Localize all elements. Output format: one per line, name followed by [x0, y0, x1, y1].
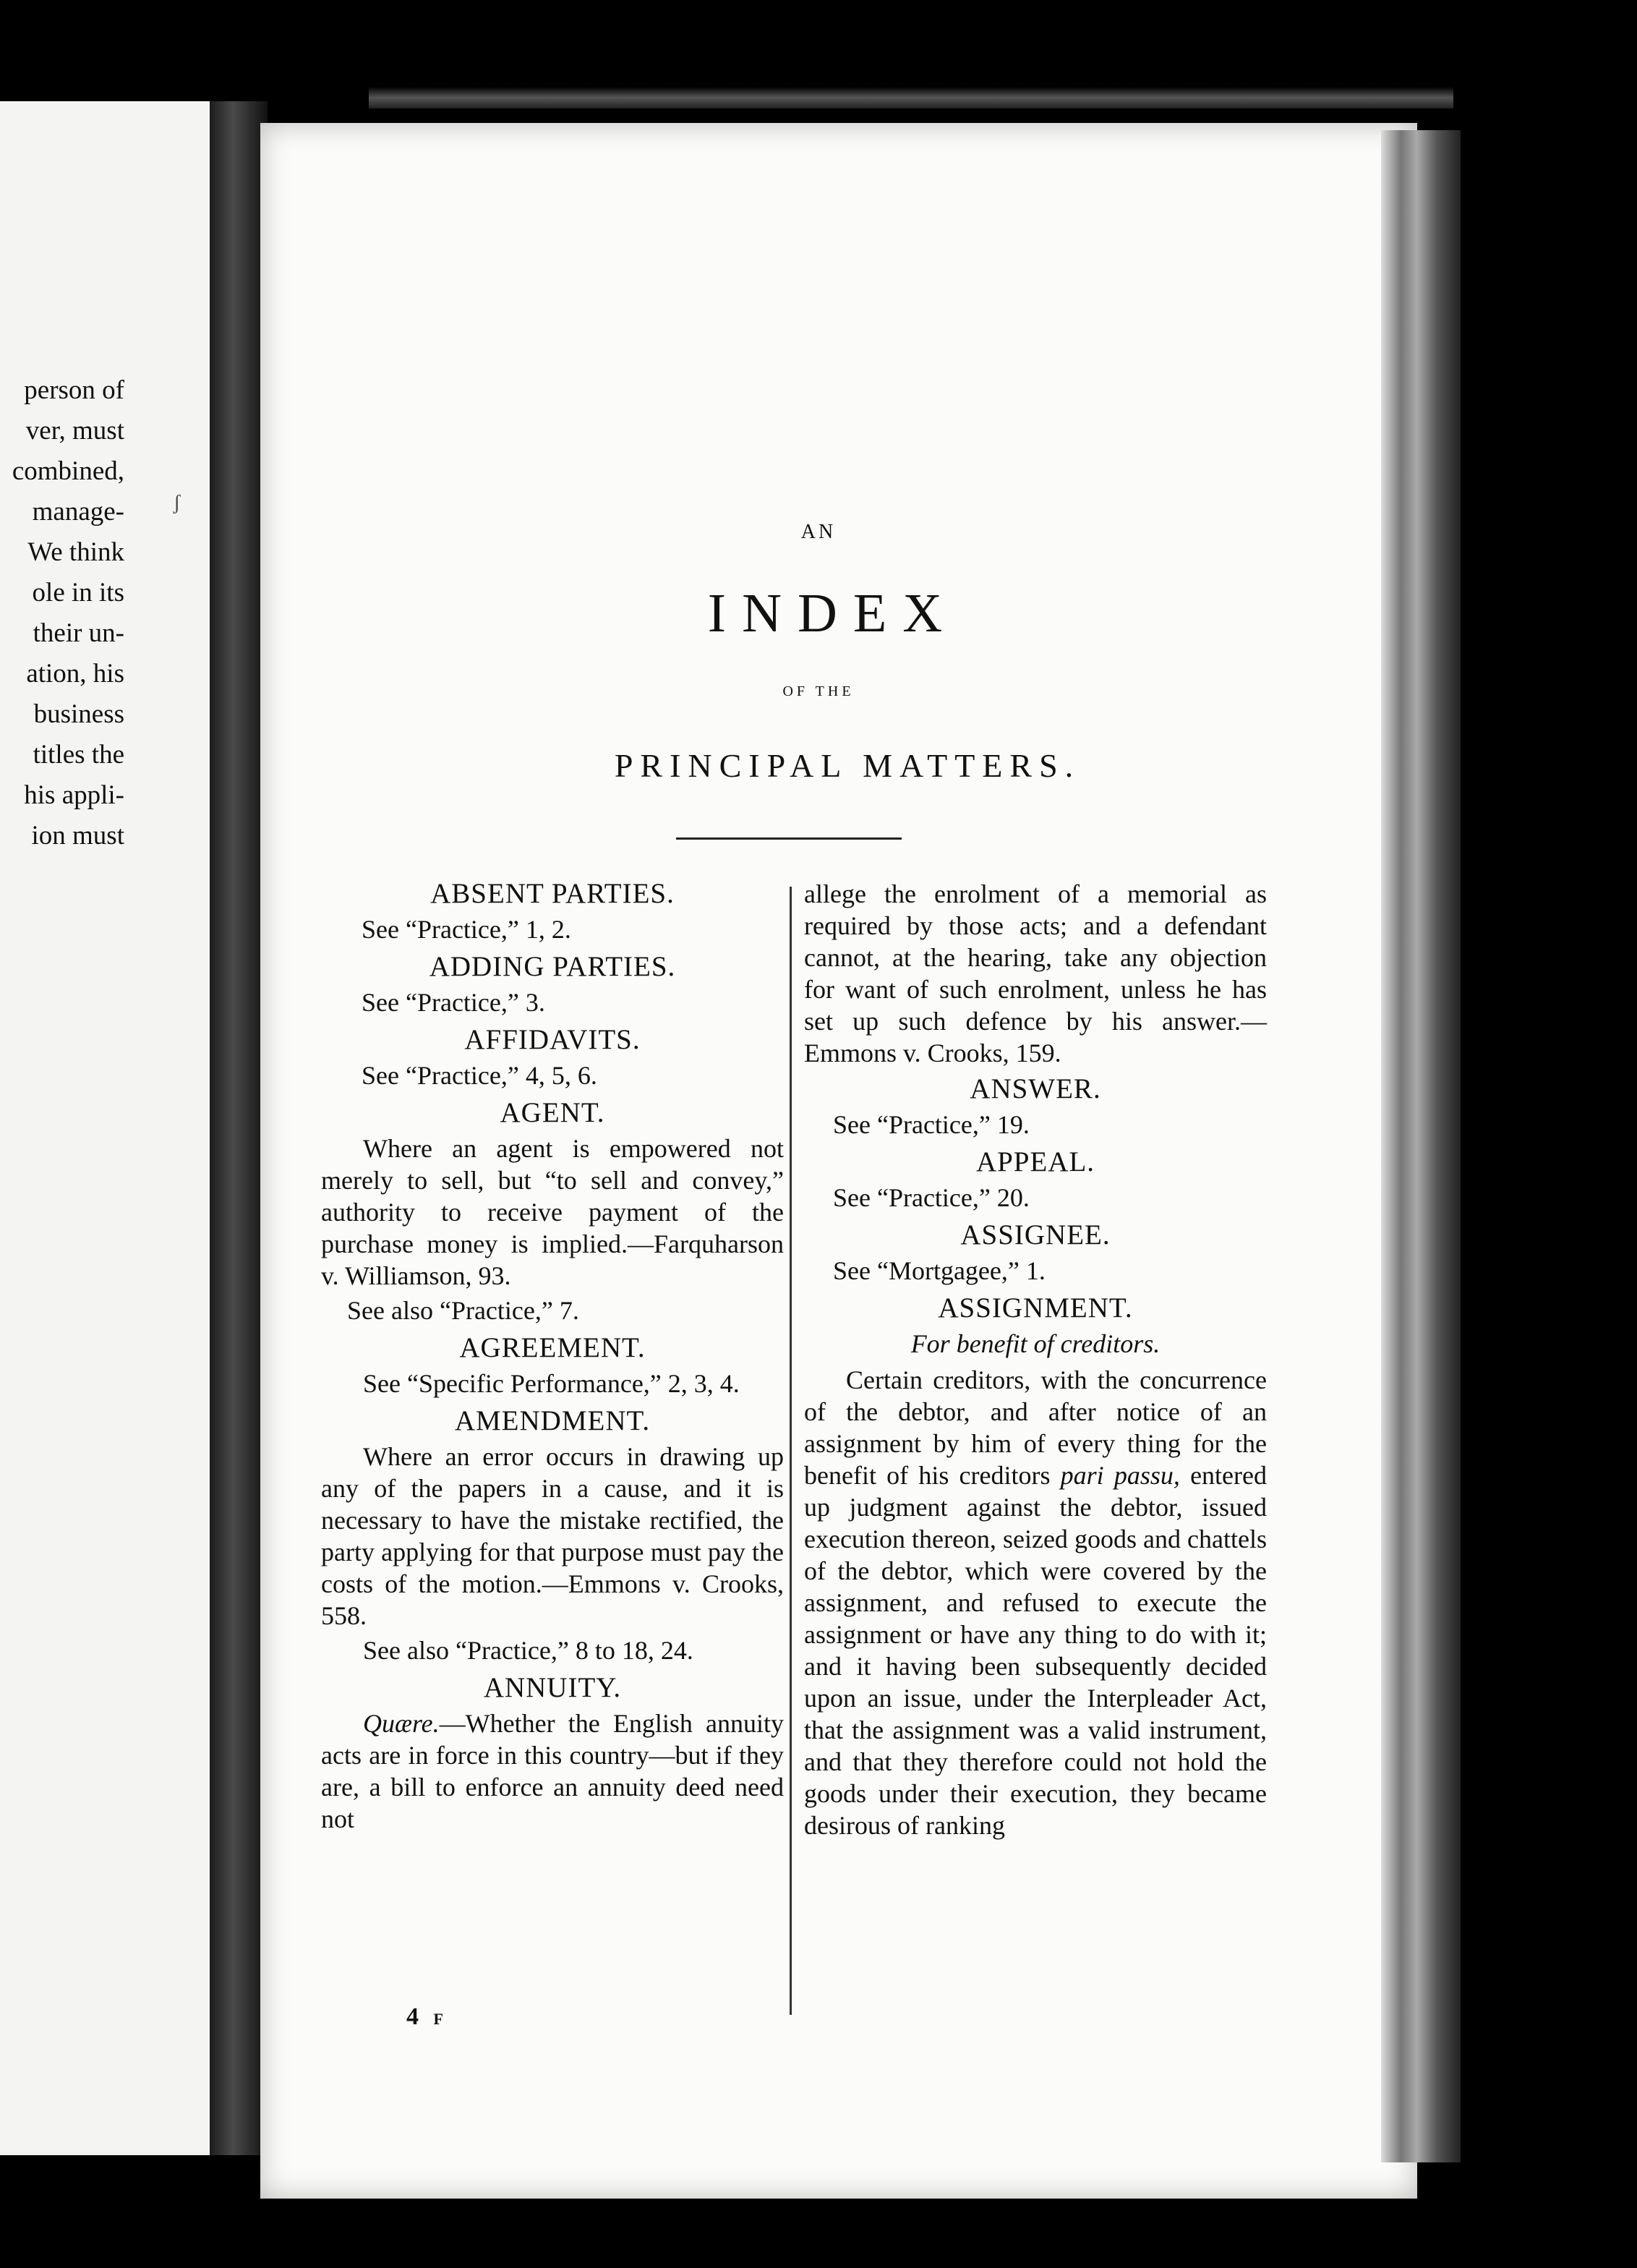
title-index: INDEX: [707, 583, 959, 644]
entry-assignment: [804, 1364, 1267, 1841]
heading-answer: ANSWER.: [970, 1073, 1101, 1104]
assignment-text-b: entered up judgment against the debtor, issued execution thereon, seized goods and chattels of the debtor, which were covered by the assignment, and refused to execute the assignment or have any thing to do with it; and it having been subsequently decided upon an issue, under the Interpleader Act, that the assignment was a valid instrument, and that they therefore could not hold the goods under their execution, they became desirous of ranking: [804, 1461, 1267, 1840]
assignment-text-a: Certain creditors, with the concurrence of the debtor, and after notice of an assignment by him of every thing for the benefit of his creditors: [804, 1365, 1267, 1490]
title-of-the: OF THE: [782, 683, 855, 699]
facing-page-line: ation, his: [26, 659, 124, 688]
facing-page-line: manage-: [32, 497, 124, 526]
heading-amendment: AMENDMENT.: [454, 1405, 651, 1436]
entry-amendment: Where an error occurs in drawing up any of the papers in a cause, and it is necessary to have the mistake rectified, the party applying for that purpose must pay the costs of the motion.—Emmons v. Crooks, 558.: [321, 1442, 784, 1630]
heading-adding-parties: ADDING PARTIES.: [429, 951, 676, 982]
heading-assignment: ASSIGNMENT.: [938, 1292, 1133, 1323]
heading-assignee: ASSIGNEE.: [960, 1219, 1111, 1250]
heading-agent: AGENT.: [500, 1097, 605, 1128]
page-stack-edge: [1381, 130, 1461, 2162]
entry-annuity: [321, 1708, 784, 1835]
see-agent: See also “Practice,” 7.: [347, 1296, 579, 1325]
see-absent-parties: See “Practice,” 1, 2.: [362, 915, 571, 944]
title-principal-matters: PRINCIPAL MATTERS.: [614, 747, 1081, 784]
annuity-continuation: allege the enrolment of a memorial as required by those acts; and a defendant cannot, at the hearing, take any objection for want of such enrolment, unless he has set up such defence by his answer.—Emmons v. Crooks, 159.: [804, 879, 1267, 1067]
see-agreement: See “Specific Performance,” 2, 3, 4.: [363, 1369, 740, 1398]
see-assignee: See “Mortgagee,” 1.: [833, 1256, 1046, 1285]
right-column: [804, 878, 1267, 1844]
facing-page-line: his appli-: [24, 780, 124, 810]
signature-letter: F: [433, 2010, 448, 2028]
signature-number: 4: [406, 2003, 423, 2030]
annuity-text: —Whether the English annuity acts are in force in this country—but if they are, a bill to enforce an annuity deed need not: [321, 1709, 784, 1833]
column-divider: [790, 887, 792, 2015]
book-gutter: [210, 101, 268, 2155]
heading-appeal: APPEAL.: [975, 1146, 1095, 1177]
heading-agreement: AGREEMENT.: [459, 1332, 646, 1363]
heading-absent-parties: ABSENT PARTIES.: [430, 878, 675, 909]
facing-page-line: person of: [24, 375, 124, 405]
margin-speck: ʃ: [174, 492, 181, 514]
facing-page-line: titles the: [33, 740, 124, 770]
see-amendment: See also “Practice,” 8 to 18, 24.: [363, 1636, 693, 1665]
title-an: AN: [800, 521, 837, 543]
facing-page-line: ion must: [31, 821, 124, 850]
left-column: [321, 878, 784, 1838]
facing-page-line: ver, must: [25, 416, 124, 446]
facing-page-line: their un-: [33, 618, 124, 648]
page-top-edge: [369, 87, 1453, 108]
see-affidavits: See “Practice,” 4, 5, 6.: [362, 1061, 597, 1090]
facing-page-line: ole in its: [32, 578, 124, 608]
heading-affidavits: AFFIDAVITS.: [464, 1024, 641, 1055]
facing-page-line: combined,: [12, 456, 124, 486]
facing-page-line: We think: [27, 537, 124, 567]
title-rule: [676, 837, 902, 840]
facing-page: [0, 101, 210, 2155]
subheading-assignment: For benefit of creditors.: [910, 1329, 1161, 1358]
signature-mark: [406, 2003, 448, 2031]
see-adding-parties: See “Practice,” 3.: [362, 988, 545, 1017]
see-appeal: See “Practice,” 20.: [833, 1183, 1030, 1212]
quaere-label: Quære.: [363, 1709, 440, 1738]
facing-page-line: business: [33, 699, 124, 729]
heading-annuity: ANNUITY.: [483, 1672, 622, 1703]
see-answer: See “Practice,” 19.: [833, 1110, 1030, 1139]
pari-passu: pari passu,: [1060, 1461, 1180, 1490]
entry-agent: Where an agent is empowered not merely to sell, but “to sell and convey,” authority to receive payment of the purchase money is implied.—Farquharson v. Williamson, 93.: [321, 1134, 784, 1290]
